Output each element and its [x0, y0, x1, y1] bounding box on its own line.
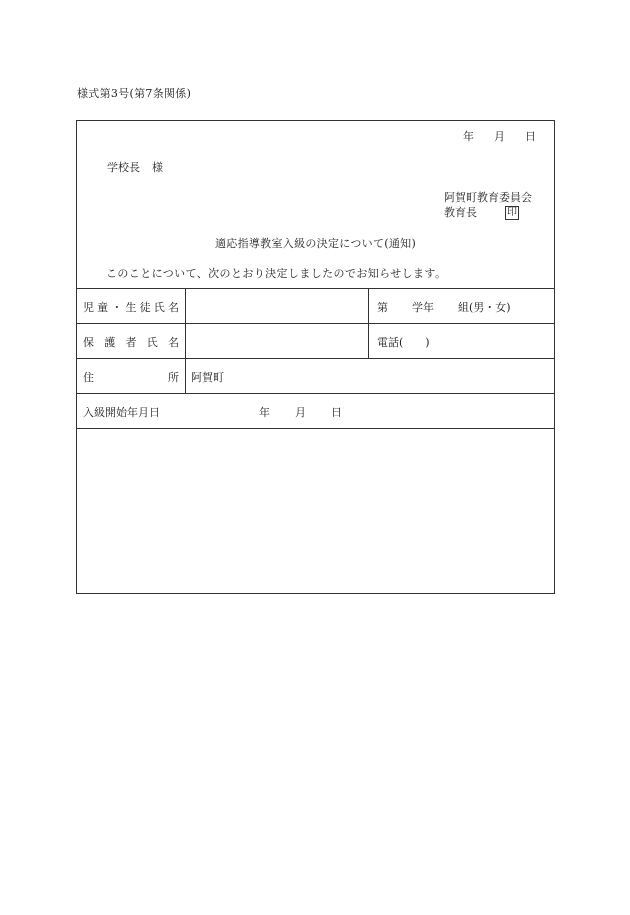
- start-date-field[interactable]: [259, 404, 342, 420]
- grade-class-field: [377, 299, 511, 315]
- guardian-name-field[interactable]: [187, 324, 367, 357]
- guardian-name-label: [83, 334, 179, 350]
- label-char: 護: [104, 336, 116, 349]
- addressee-honorific: 様: [152, 161, 163, 174]
- label-char: 童: [97, 301, 109, 314]
- phone-close: ): [425, 336, 430, 349]
- label-char: 保: [83, 336, 94, 349]
- phone-field[interactable]: [377, 334, 430, 350]
- label-char: 名: [168, 336, 179, 349]
- student-name-label: [83, 299, 179, 315]
- label-char: 住: [83, 371, 94, 384]
- issuer-org: 阿賀町教育委員会: [444, 191, 532, 204]
- notice-form: [76, 120, 555, 594]
- row-divider-3: [77, 393, 554, 394]
- start-date-label: 入級開始年月日: [83, 406, 160, 419]
- grade-kumi: 組(男・女): [458, 301, 511, 314]
- address-value[interactable]: 阿賀町: [191, 371, 224, 384]
- label-char: 徒: [139, 301, 151, 314]
- grade-gakunen: 学年: [412, 301, 434, 314]
- label-char: 氏: [146, 336, 158, 349]
- addressee: [107, 159, 163, 175]
- document-title: 適応指導教室入級の決定について(通知): [214, 237, 417, 250]
- issuer-title-line: [444, 205, 532, 220]
- row-divider-2: [77, 358, 554, 359]
- seal-stamp: 印: [507, 207, 517, 218]
- start-month: 月: [295, 406, 306, 419]
- date-day: 日: [525, 130, 536, 143]
- date-year: 年: [463, 130, 474, 143]
- label-column-divider: [185, 288, 186, 393]
- label-char: 者: [125, 336, 137, 349]
- student-name-field[interactable]: [187, 289, 367, 322]
- body-text: このことについて、次のとおり決定しましたのでお知らせします。: [106, 267, 447, 280]
- label-char: 所: [168, 371, 179, 384]
- label-char: 児: [83, 301, 94, 314]
- start-day: 日: [331, 406, 342, 419]
- date-month: 月: [494, 130, 505, 143]
- issuer-title: 教育長: [444, 206, 477, 219]
- grade-dai: 第: [377, 301, 388, 314]
- label-char: ・: [111, 301, 123, 314]
- start-year: 年: [259, 406, 270, 419]
- notes-area[interactable]: [78, 429, 553, 593]
- addressee-name: 学校長: [107, 161, 140, 174]
- issuer-block: [444, 190, 532, 220]
- form-number: 様式第3号(第7条関係): [77, 87, 192, 100]
- phone-label: 電話(: [377, 336, 404, 349]
- issue-date: [463, 128, 536, 144]
- label-char: 名: [167, 301, 179, 314]
- label-char: 生: [125, 301, 137, 314]
- label-char: 氏: [153, 301, 165, 314]
- address-label: [83, 369, 179, 385]
- right-column-divider: [368, 288, 369, 358]
